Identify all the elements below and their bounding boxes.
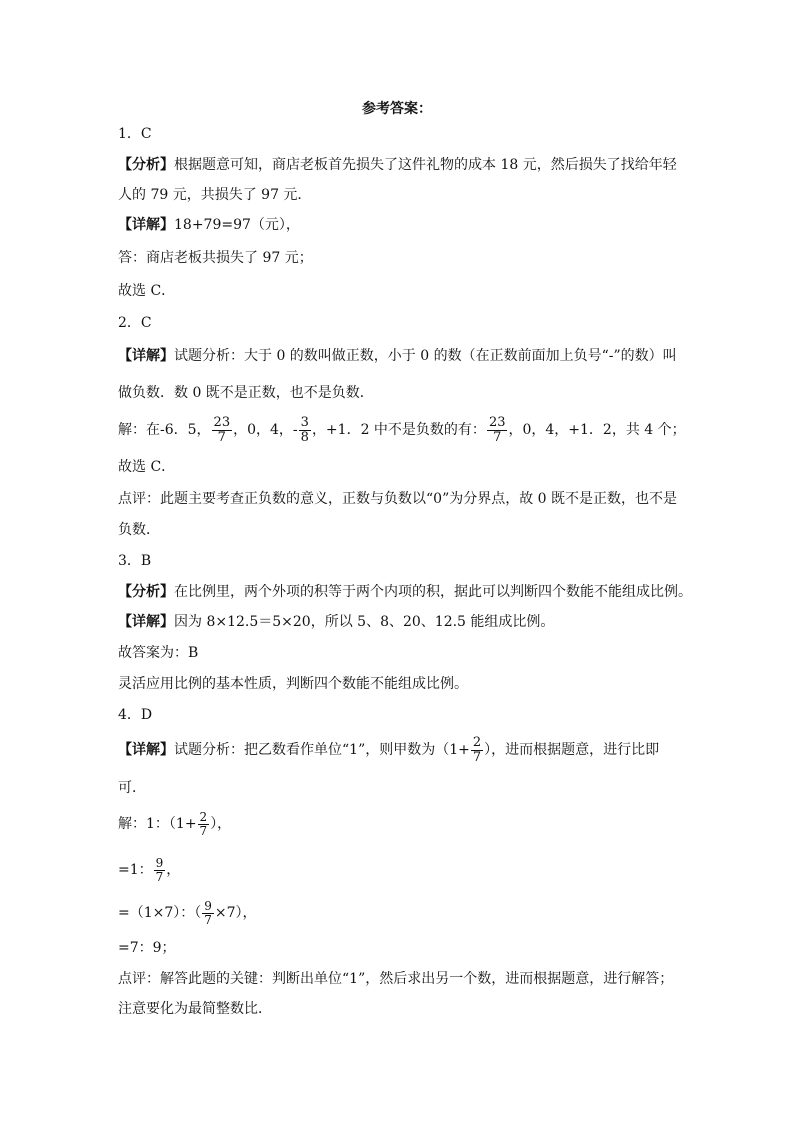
q4-step-3 (118, 895, 257, 931)
q3-analysis-tag: 【分析】 (118, 584, 174, 600)
q2-fraction-3-8 (299, 416, 311, 445)
q3-detail-line (118, 612, 554, 632)
q3-detail-tag: 【详解】 (118, 614, 174, 630)
q2-sol-c: ，+1．2 中不是负数的有： (311, 422, 486, 438)
fraction-numerator: 9 (155, 855, 164, 870)
q4-step1-b: ）， (210, 816, 232, 832)
fraction-denominator: 7 (472, 749, 482, 765)
q4-head: 4．D (118, 707, 153, 723)
q3-answer: 故答案为：B (118, 645, 199, 661)
q3-detail-text: 因为 8×12.5＝5×20，所以 5、8、20、12.5 能组成比例。 (174, 614, 555, 630)
q4-step3-b: ×7）， (214, 905, 257, 921)
q4-step3-fraction (202, 900, 214, 927)
q1-answer: 答：商店老板共损失了 97 元； (118, 250, 313, 266)
fraction-denominator: 7 (493, 429, 502, 445)
q1-detail-line (118, 215, 300, 235)
q4-detail-text-1a: 试题分析：把乙数看作单位“1”，则甲数为（1+ (174, 742, 470, 758)
q2-comment-line-2: 负数． (118, 522, 160, 538)
q1-analysis-line-1 (118, 155, 677, 175)
q3-head: 3．B (118, 553, 152, 569)
q4-detail-line-1 (118, 730, 659, 770)
q4-fraction-2-7 (471, 736, 483, 765)
fraction-numerator: 23 (213, 414, 231, 430)
q2-detail-line-2: 做负数．数 0 既不是正数，也不是负数． (118, 385, 374, 401)
fraction-denominator: 8 (300, 429, 309, 445)
q4-step3-a: =（1×7）：（ (118, 905, 202, 921)
q2-detail-line-1 (118, 346, 677, 366)
q4-step2-fraction (154, 857, 166, 884)
q3-analysis-line (118, 582, 692, 602)
q1-detail-tag: 【详解】 (118, 217, 174, 233)
q4-step-4: =7：9； (118, 940, 176, 956)
fraction-numerator: 2 (472, 734, 482, 750)
q2-choose: 故选 C． (118, 459, 176, 475)
q2-comment-line-1: 点评：此题主要考查正负数的意义，正数与负数以“0”为分界点，故 0 既不是正数，也不是 (118, 491, 678, 507)
q3-analysis-text: 在比例里，两个外项的积等于两个内项的积，据此可以判断四个数能不能组成比例。 (174, 584, 692, 600)
q4-step-2 (118, 852, 180, 888)
page-title: 参考答案： (362, 101, 432, 117)
fraction-denominator: 7 (155, 869, 164, 884)
q2-fraction-23-7-a (212, 416, 233, 445)
q2-minus-sign: - (292, 422, 298, 438)
fraction-numerator: 2 (199, 809, 208, 824)
q3-note: 灵活应用比例的基本性质，判断四个数能不能组成比例。 (118, 676, 468, 692)
q4-step1-fraction (198, 811, 210, 838)
q2-sol-a: 解：在-6．5， (118, 422, 211, 438)
q2-solution-line (118, 410, 686, 450)
q1-analysis-tag: 【分析】 (118, 157, 174, 173)
q4-step2-b: ， (166, 862, 181, 878)
q1-detail-text: 18+79=97（元）， (174, 217, 300, 233)
q2-head: 2．C (118, 315, 152, 331)
q1-analysis-line-2: 人的 79 元，共损失了 97 元． (118, 187, 312, 203)
q2-sol-d: ，0，4，+1．2，共 4 个； (508, 422, 686, 438)
q1-choose: 故选 C． (118, 283, 176, 299)
fraction-denominator: 7 (199, 823, 208, 838)
q4-comment-line-1: 点评：解答此题的关键：判断出单位“1”，然后求出另一个数，进而根据题意，进行解答； (118, 971, 674, 987)
q2-detail-text-1: 试题分析：大于 0 的数叫做正数，小于 0 的数（在正数前面加上负号“-”的数）叫 (174, 348, 677, 364)
q4-step-1 (118, 806, 231, 842)
fraction-denominator: 7 (217, 429, 226, 445)
q4-detail-line-2: 可． (118, 780, 146, 796)
fraction-numerator: 23 (488, 414, 506, 430)
q1-analysis-text-1: 根据题意可知，商店老板首先损失了这件礼物的成本 18 元，然后损失了找给年轻 (174, 157, 677, 173)
fraction-denominator: 7 (204, 912, 212, 927)
fraction-numerator: 9 (204, 898, 212, 913)
fraction-numerator: 3 (300, 414, 309, 430)
q4-detail-text-1b: ），进而根据题意，进行比即 (484, 742, 660, 758)
q1-head: 1．C (118, 126, 152, 142)
q4-step1-a: 解：1：（1+ (118, 816, 197, 832)
q2-fraction-23-7-b (487, 416, 508, 445)
q4-comment-line-2: 注意要化为最简整数比． (118, 1001, 272, 1017)
q2-sol-b: ，0，4， (233, 422, 293, 438)
q2-detail-tag: 【详解】 (118, 348, 174, 364)
q4-detail-tag: 【详解】 (118, 742, 174, 758)
q4-step2-a: =1： (118, 862, 153, 878)
